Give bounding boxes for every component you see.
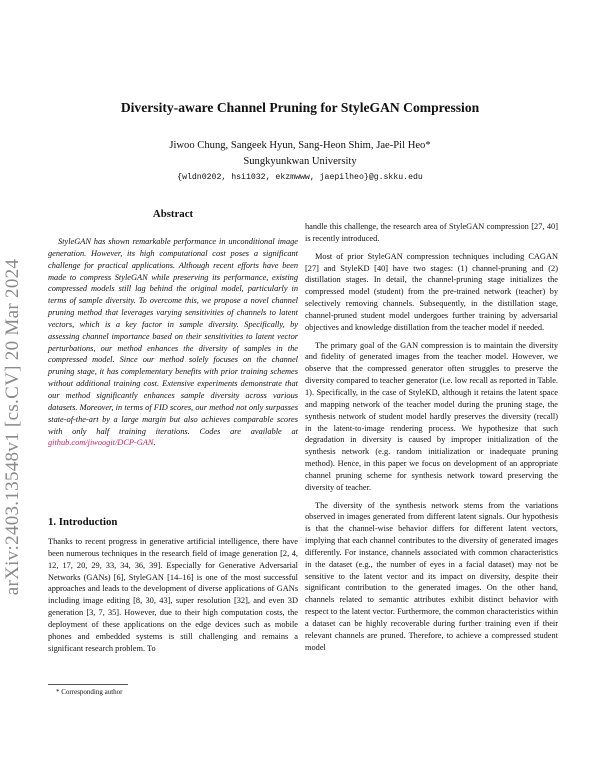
footnote: * Corresponding author <box>56 688 123 696</box>
author-list: Jiwoo Chung, Sangeek Hyun, Sang-Heon Shim, Jae-Pil Heo* <box>169 140 431 151</box>
introduction-heading: 1. Introduction <box>48 516 118 528</box>
abstract-body: StyleGAN has shown remarkable performance in unconditional image generation. However, its high computational cost poses a significant challenge for practical applications. Although recent efforts have been made to compress StyleGAN while preserving its performance, existing compressed models still lag behind the original model, particularly in terms of sample diversity. To overcome this, we propose a novel channel pruning method that leverages varying sensitivities of channels to latent vectors, which is a key factor in sample diversity. Specifically, by assessing channel importance based on their sensitivities to latent vector perturbations, our method enhances the diversity of samples in the compressed model. Since our method solely focuses on the channel pruning stage, it has complementary benefits with prior training schemes without additional training cost. Extensive experiments demonstrate that our method significantly enhances sample diversity across various datasets. Moreover, in terms of FID scores, our method not only surpasses state-of-the-art by a large margin but also achieves comparable scores with only half training iterations. Codes are available at github.com/jiwoogit/DCP-GAN. <box>48 237 298 448</box>
footnote-rule <box>48 684 128 685</box>
arxiv-identifier: arXiv:2403.13548v1 [cs.CV] 20 Mar 2024 <box>2 258 23 596</box>
affiliation: Sungkyunkwan University <box>243 156 357 167</box>
intro-paragraph-1: Thanks to recent progress in generative artificial intelligence, there have been numerous techniques in the research field of image generation [2, 4, 12, 17, 20, 29, 33, 34, 36, 39]. Especially for Generative Adversarial Networks (GANs) [6], StyleGAN [14–16] is one of the most successful approaches and leads to the development of diverse applications of GANs including image editing [8, 30, 43], super resolution [32], and even 3D generation [3, 7, 35]. However, due to their high computation costs, the deployment of these applications on the edge devices such as mobile phones and embedded systems is still challenging and remains a significant research problem. To <box>48 537 298 653</box>
right-paragraph-1: handle this challenge, the research area of StyleGAN compression [27, 40] is recently introduced. <box>305 222 558 243</box>
abstract-heading: Abstract <box>152 208 194 220</box>
paper-title: Diversity-aware Channel Pruning for StyleGAN Compression <box>120 100 480 115</box>
abstract-text: StyleGAN has shown remarkable performance in unconditional image generation. However, its high computational cost poses a significant challenge for practical applications. Although recent efforts have been made to compress StyleGAN while preserving its performance, existing compressed models still lag behind the original model, particularly in terms of sample diversity. To overcome this, we propose a novel channel pruning method that leverages varying sensitivities of channels to latent vectors, which is a key factor in sample diversity. Specifically, by assessing channel importance based on their sensitivities to latent vector perturbations, our method enhances the diversity of samples in the compressed model. Since our method solely focuses on the channel pruning stage, it has complementary benefits with prior training schemes without additional training cost. Extensive experiments demonstrate that our method significantly enhances sample diversity across various datasets. Moreover, in terms of FID scores, our method not only surpasses state-of-the-art by a large margin but also achieves comparable scores with only half training iterations. Codes are available at <box>48 237 298 436</box>
author-emails: {wldn0202, hsi1032, ekzmwww, jaepilheo}@g.skku.edu <box>177 173 423 182</box>
right-paragraph-2: Most of prior StyleGAN compression techniques including CAGAN [27] and StyleKD [40] have two stages: (1) channel-pruning and (2) distillation stages. In detail, the channel-pruning stage initializes the compressed model (student) from the pre-trained network (teacher) by selectively removing channels. Subsequently, in the distillation stage, channel-pruned student model undergoes further training by adversarial objectives and knowledge distillation from the teacher model if needed. <box>305 251 558 332</box>
right-column <box>305 221 558 660</box>
right-paragraph-4: The diversity of the synthesis network stems from the variations observed in images generated from different latent signals. Our hypothesis is that the channel-wise behavior differs for different latent vectors, implying that each channel contributes to the diversity of generated images differently. For instance, channels associated with common characteristics in the dataset (e.g., the number of eyes in a facial dataset) may not be sensitive to the latent vector and its impact on diversity, despite their significant contribution to the generated images. On the other hand, channels related to semantic attributes exhibit distinct behavior with respect to the latent vector. Furthermore, the common characteristics within a dataset can be highly recoverable during further training even if their relevant channels are pruned. Therefore, to achieve a compressed student model <box>305 500 558 652</box>
code-link[interactable]: github.com/jiwoogit/DCP-GAN <box>48 438 154 448</box>
right-paragraph-3: The primary goal of the GAN compression is to maintain the diversity and fidelity of generated images from the teacher model. However, we observe that the compressed generator often struggles to preserve the diversity compared to teacher generator (i.e. low recall as reported in Table. 1). Specifically, in the case of StyleKD, although it retains the latent space and mapping network of the teacher model during the pruning stage, the synthesis network of student model hardly preserves the diversity (recall) in the latent-to-image rendering process. We hypothesize that such degradation in diversity is caused by improper initialization of the synthesis network (e.g. random initialization or inadequate pruning method). Hence, in this paper we focus on development of an appropriate channel pruning scheme for synthesis network toward preserving the diversity of teacher. <box>305 340 558 492</box>
